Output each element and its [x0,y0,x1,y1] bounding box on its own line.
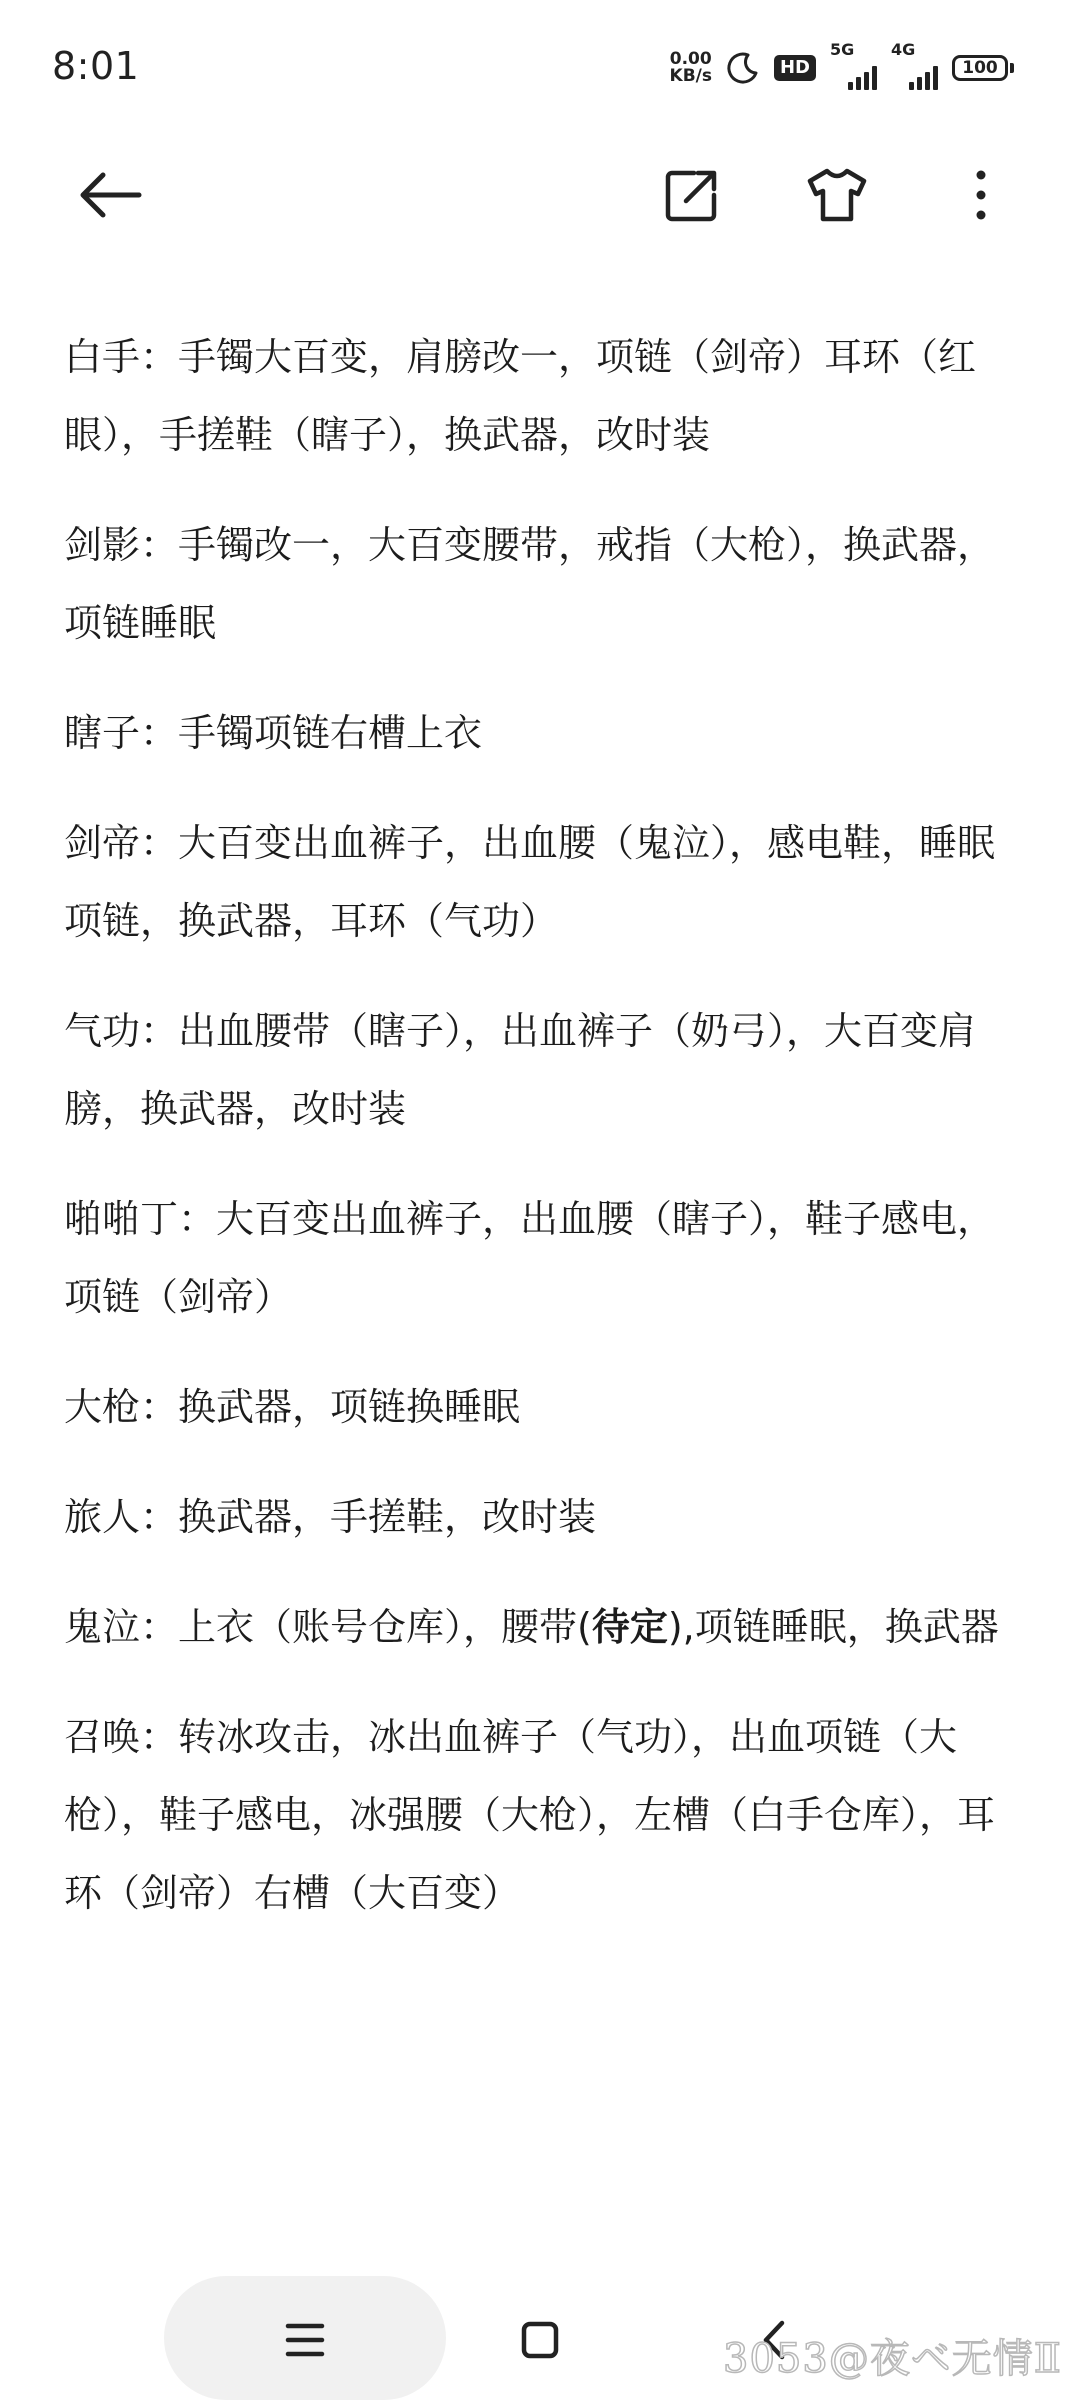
signal-4g-icon [891,40,938,90]
note-paragraph: 召唤：转冰攻击，冰出血裤子（气功），出血项链（大枪），鞋子感电，冰强腰（大枪），左槽（白手仓库），耳环（剑帝）右槽（大百变） [64,1715,996,1915]
hd-voice-badge: HD [774,55,816,81]
note-paragraph [64,1588,1024,1666]
signal-5g-icon [830,40,877,90]
signal-4g-label: 4G [891,40,916,59]
more-vertical-icon [975,169,987,221]
share-button[interactable] [637,140,747,250]
moon-icon [726,51,760,85]
share-external-icon [664,167,720,223]
navigation-bar [0,2270,1080,2400]
note-paragraph: 剑帝：大百变出血裤子，出血腰（鬼泣），感电鞋，睡眠项链，换武器，耳环（气功） [64,821,996,943]
home-button[interactable] [490,2290,590,2390]
battery-icon [952,55,1014,81]
network-speed-unit: KB/s [669,66,712,86]
menu-lines-icon [285,2322,325,2358]
network-speed [670,51,712,85]
toolbar [0,140,1080,250]
note-paragraph: 白手：手镯大百变，肩膀改一，项链（剑帝）耳环（红眼），手搓鞋（瞎子），换武器，改时装 [64,335,977,457]
note-paragraph: 大枪：换武器，项链换睡眠 [64,1385,521,1429]
signal-5g-label: 5G [830,40,855,59]
theme-button[interactable] [782,140,892,250]
arrow-left-icon [77,170,143,220]
note-paragraph: 啪啪丁：大百变出血裤子，出血腰（瞎子），鞋子感电，项链（剑帝） [64,1197,996,1319]
note-paragraph: 旅人：换武器，手搓鞋，改时装 [64,1495,597,1539]
status-bar [0,0,1080,130]
more-options-button[interactable] [926,140,1036,250]
note-text: ),项链睡眠，换武器 [667,1605,999,1649]
note-body[interactable] [64,318,1024,1964]
back-button[interactable] [55,140,165,250]
note-paragraph: 气功：出血腰带（瞎子），出血裤子（奶弓），大百变肩膀，换武器，改时装 [64,1009,977,1131]
status-time: 8:01 [52,44,140,88]
note-paragraph: 剑影：手镯改一，大百变腰带，戒指（大枪），换武器，项链睡眠 [64,523,996,645]
status-icons [669,40,1014,90]
battery-level: 100 [952,55,1008,81]
note-bold-text: 待定 [591,1605,668,1649]
recent-apps-button[interactable] [255,2290,355,2390]
note-text: 鬼泣：上衣（账号仓库），腰带( [64,1605,592,1649]
home-square-icon [520,2320,560,2360]
watermark: 3053@夜ベ无情Ⅱ [723,2336,1062,2382]
note-paragraph: 瞎子：手镯项链右槽上衣 [64,711,483,755]
network-speed-value: 0.00 [669,49,712,69]
t-shirt-icon [806,167,868,223]
